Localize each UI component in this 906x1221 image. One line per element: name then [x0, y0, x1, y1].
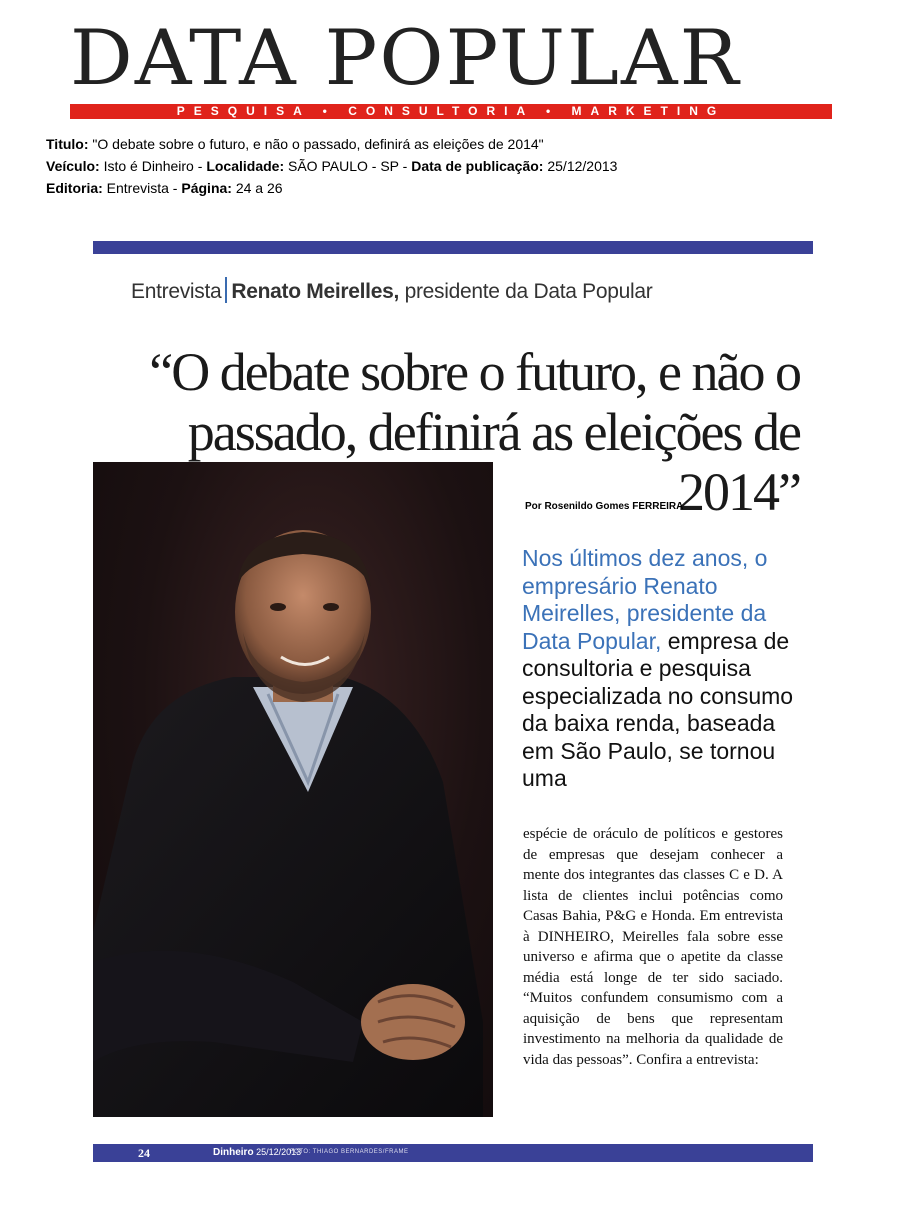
- kicker-section: Entrevista: [131, 280, 222, 303]
- meta-title-label: Titulo:: [46, 136, 89, 152]
- meta-date-value: 25/12/2013: [547, 158, 618, 174]
- footer-magazine: [213, 1147, 301, 1158]
- meta-section-row: Editoria: Entrevista - Página: 24 a 26: [46, 180, 283, 196]
- clipping-top-bar: [93, 241, 813, 254]
- kicker-name: Renato Meirelles,: [231, 280, 400, 303]
- clipping-footer-bar: [93, 1144, 813, 1162]
- meta-date-label: Data de publicação:: [411, 158, 544, 174]
- article-byline: [525, 501, 683, 512]
- meta-vehicle-value: Isto é Dinheiro: [103, 158, 194, 174]
- clipping-metadata: [46, 133, 617, 199]
- footer-page-number: 24: [138, 1146, 150, 1160]
- headline-line-2: passado, definirá as eleições de 2014”: [187, 402, 800, 522]
- kicker-role: presidente da Data Popular: [404, 280, 653, 303]
- meta-page-value: 24 a 26: [235, 180, 283, 196]
- footer-date: 25/12/2013: [256, 1147, 302, 1157]
- meta-vehicle-row: Veículo: Isto é Dinheiro - Localidade: SÃO PAULO - SP - Data de publicação: 25/12/2013: [46, 158, 618, 174]
- logo-tagline: PESQUISA • CONSULTORIA • MARKETING: [70, 104, 832, 119]
- portrait-photo: [93, 462, 493, 1117]
- byline-surname: FERREIRA: [632, 501, 684, 512]
- meta-title-row: [46, 133, 617, 155]
- meta-page-label: Página:: [181, 180, 232, 196]
- portrait-illustration: [93, 462, 493, 1117]
- meta-section-label: Editoria:: [46, 180, 103, 196]
- footer-magazine-name: Dinheiro: [213, 1147, 254, 1158]
- lead-highlight: Nos últimos dez anos, o empresário Renato Meirelles, presidente da Data Popular,: [522, 545, 768, 654]
- footer-photo-credit: FOTO: THIAGO BERNARDES/FRAME: [290, 1149, 409, 1155]
- meta-locality-value: SÃO PAULO - SP: [288, 158, 399, 174]
- headline-line-1: “O debate sobre o futuro, e não o: [149, 342, 800, 402]
- meta-vehicle-label: Veículo:: [46, 158, 100, 174]
- article-body: espécie de oráculo de políticos e gestores de empresas que desejam conhecer a mente dos integrantes das classes C e D. A lista de clientes inclui potências como Casas Bahia, P&G e Honda. Em entrevista à DINHEIRO, Meirelles fala sobre esse universo e afirma que o apetite da classe média está longe de ter sido saciado. “Muitos confundem consumismo com a aquisição de bens que representam investimento na melhoria da qualidade de vida das pessoas”. Confira a entrevista:: [523, 826, 783, 1068]
- footer-white-panel: [114, 1117, 813, 1144]
- kicker-divider: [225, 277, 227, 303]
- meta-title-value: "O debate sobre o futuro, e não o passado, definirá as eleições de 2014": [92, 136, 544, 152]
- article-lead: [522, 545, 797, 793]
- meta-section-value: Entrevista: [106, 180, 169, 196]
- lead-text: empresa de consultoria e pesquisa especializada no consumo da baixa renda, baseada em São Paulo, se tornou uma: [522, 627, 794, 791]
- meta-locality-label: Localidade:: [206, 158, 285, 174]
- article-kicker: [131, 277, 652, 304]
- logo-title: DATA POPULAR: [70, 13, 741, 102]
- byline-prefix: Por Rosenildo Gomes: [525, 501, 630, 512]
